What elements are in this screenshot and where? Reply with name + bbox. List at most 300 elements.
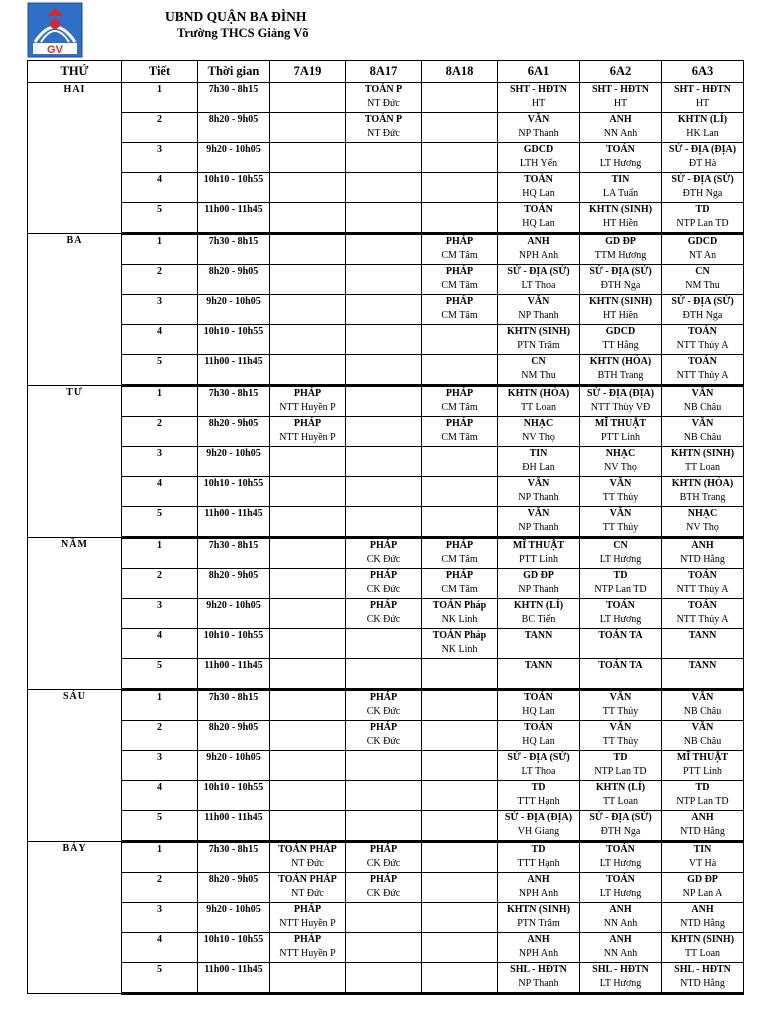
teacher: TTT Hạnh (517, 796, 560, 807)
teacher: HQ Lan (522, 736, 555, 747)
subject: ANH (691, 540, 714, 551)
table-row (28, 113, 744, 143)
teacher: NV Thọ (686, 522, 719, 533)
teacher: NB Châu (683, 736, 722, 747)
teacher: TTT Hạnh (517, 858, 560, 869)
period-time: 10h10 - 10h55 (198, 477, 270, 507)
teacher: CK Đức (366, 858, 401, 869)
subject: TIN (529, 448, 548, 459)
period-number: 5 (122, 203, 198, 234)
subject: KHTN (HÓA) (671, 478, 734, 489)
class-cell (270, 113, 346, 143)
col-header-6a3: 6A3 (662, 61, 744, 83)
teacher: NK Linh (441, 644, 478, 655)
table-row (28, 325, 744, 355)
teacher: BTH Trang (679, 492, 726, 503)
class-cell (498, 721, 580, 751)
teacher: VT Hà (688, 858, 717, 869)
teacher: ĐTH Nga (600, 280, 641, 291)
period-time: 9h20 - 10h05 (198, 143, 270, 173)
subject: PHÁP (369, 722, 398, 733)
col-header-tiet: Tiết (122, 61, 198, 83)
subject: ANH (609, 934, 632, 945)
subject: SỬ - ĐỊA (SỬ) (671, 296, 734, 307)
subject: KHTN (SINH) (588, 204, 653, 215)
class-cell (422, 933, 498, 963)
period-number: 2 (122, 569, 198, 599)
teacher: NB Châu (683, 402, 722, 413)
teacher: NM Thu (685, 280, 720, 291)
teacher: NP Thanh (518, 584, 559, 595)
col-header-8a18: 8A18 (422, 61, 498, 83)
subject: PHÁP (293, 934, 322, 945)
subject: TOÁN (606, 600, 635, 611)
class-cell (662, 507, 744, 538)
subject: CN (531, 356, 546, 367)
teacher: ĐT Hà (688, 158, 717, 169)
class-cell (662, 569, 744, 599)
subject: PHÁP (445, 388, 474, 399)
class-cell (270, 873, 346, 903)
class-cell (346, 173, 422, 203)
period-time: 8h20 - 9h05 (198, 873, 270, 903)
class-cell (662, 113, 744, 143)
subject: MĨ THUẬT (512, 540, 565, 551)
class-cell (270, 355, 346, 386)
class-cell (422, 963, 498, 994)
class-cell (580, 477, 662, 507)
class-cell (498, 203, 580, 234)
period-time: 10h10 - 10h55 (198, 933, 270, 963)
period-number: 1 (122, 83, 198, 113)
class-cell (270, 265, 346, 295)
teacher: PTT Linh (683, 766, 722, 777)
subject: VĂN (527, 114, 550, 125)
teacher: CM Tâm (441, 250, 478, 261)
teacher: NTD Hằng (680, 826, 725, 837)
period-number: 5 (122, 659, 198, 690)
period-number: 5 (122, 355, 198, 386)
class-cell (580, 933, 662, 963)
class-cell (422, 538, 498, 569)
teacher: NK Linh (441, 614, 478, 625)
teacher: TT Thủy (602, 522, 639, 533)
teacher: HT (613, 98, 628, 109)
class-cell (346, 873, 422, 903)
subject: GD ĐP (523, 570, 554, 581)
class-cell (422, 83, 498, 113)
table-row (28, 83, 744, 113)
class-cell (580, 963, 662, 994)
class-cell (662, 781, 744, 811)
period-number: 2 (122, 721, 198, 751)
col-header-thoi-gian: Thời gian (198, 61, 270, 83)
class-cell (270, 325, 346, 355)
teacher: TT Loan (684, 948, 721, 959)
period-number: 3 (122, 295, 198, 325)
day-label: BẢY (28, 842, 122, 994)
subject: TOÁN Pháp (432, 600, 487, 611)
period-number: 3 (122, 751, 198, 781)
class-cell (662, 325, 744, 355)
class-cell (346, 447, 422, 477)
subject: KHTN (SINH) (506, 904, 571, 915)
class-cell (498, 842, 580, 873)
teacher: TT Loan (602, 796, 639, 807)
col-header-8a17: 8A17 (346, 61, 422, 83)
period-time: 8h20 - 9h05 (198, 569, 270, 599)
class-cell (580, 690, 662, 721)
subject: ANH (609, 904, 632, 915)
subject: PHÁP (369, 600, 398, 611)
class-cell (498, 538, 580, 569)
class-cell (346, 781, 422, 811)
teacher: HK Lan (686, 128, 719, 139)
subject: TOÁN (606, 144, 635, 155)
period-time: 9h20 - 10h05 (198, 599, 270, 629)
period-time: 10h10 - 10h55 (198, 629, 270, 659)
class-cell (662, 447, 744, 477)
teacher: TTM Hương (594, 250, 647, 261)
subject: PHÁP (369, 844, 398, 855)
period-number: 4 (122, 933, 198, 963)
class-cell (580, 113, 662, 143)
class-cell (346, 203, 422, 234)
subject: TOÁN P (364, 84, 403, 95)
teacher: NV Thọ (522, 432, 555, 443)
class-cell (662, 143, 744, 173)
class-cell (662, 842, 744, 873)
teacher: LT Hương (599, 978, 642, 989)
class-cell (270, 569, 346, 599)
class-cell (498, 781, 580, 811)
class-cell (580, 751, 662, 781)
class-cell (422, 781, 498, 811)
teacher: NT Đức (291, 858, 324, 869)
class-cell (580, 659, 662, 690)
period-number: 2 (122, 113, 198, 143)
class-cell (346, 842, 422, 873)
subject: SHT - HĐTN (591, 84, 650, 95)
subject: KHTN (SINH) (670, 934, 735, 945)
class-cell (422, 143, 498, 173)
class-cell (422, 477, 498, 507)
period-number: 3 (122, 903, 198, 933)
teacher: NTP Lan TD (676, 218, 729, 229)
teacher: NP Thanh (518, 128, 559, 139)
col-header-thu: THỨ (28, 61, 122, 83)
class-cell (662, 659, 744, 690)
subject: VĂN (691, 692, 714, 703)
subject: PHÁP (369, 874, 398, 885)
teacher: NT An (688, 250, 717, 261)
period-time: 8h20 - 9h05 (198, 721, 270, 751)
period-time: 10h10 - 10h55 (198, 173, 270, 203)
teacher: NTT Huyền P (279, 918, 336, 929)
org-name: UBND QUẬN BA ĐÌNH (165, 9, 307, 24)
subject: KHTN (LÍ) (513, 600, 564, 611)
table-row (28, 355, 744, 386)
subject: SỬ - ĐỊA (SỬ) (589, 266, 652, 277)
class-cell (422, 659, 498, 690)
teacher: LT Hương (599, 554, 642, 565)
class-cell (346, 83, 422, 113)
subject: TOÁN Pháp (432, 630, 487, 641)
period-number: 4 (122, 629, 198, 659)
teacher: NTP Lan TD (594, 584, 647, 595)
period-time: 11h00 - 11h45 (198, 659, 270, 690)
class-cell (498, 325, 580, 355)
subject: PHÁP (445, 236, 474, 247)
teacher: TT Thủy (602, 736, 639, 747)
class-cell (346, 113, 422, 143)
class-cell (498, 417, 580, 447)
subject: TOÁN (524, 692, 553, 703)
table-row (28, 143, 744, 173)
class-cell (346, 903, 422, 933)
teacher: CK Đức (366, 888, 401, 899)
subject: TOÁN PHÁP (278, 874, 337, 885)
teacher: CM Tâm (441, 280, 478, 291)
table-row (28, 265, 744, 295)
class-cell (580, 83, 662, 113)
period-time: 7h30 - 8h15 (198, 386, 270, 417)
table-row (28, 234, 744, 265)
class-cell (422, 234, 498, 265)
class-cell (662, 295, 744, 325)
class-cell (580, 265, 662, 295)
teacher: CK Đức (366, 584, 401, 595)
teacher: ĐTH Nga (682, 310, 723, 321)
subject: NHẠC (687, 508, 718, 519)
teacher: TT Loan (520, 402, 557, 413)
period-number: 5 (122, 507, 198, 538)
class-cell (346, 477, 422, 507)
class-cell (498, 295, 580, 325)
teacher: TT Thủy (602, 492, 639, 503)
class-cell (346, 963, 422, 994)
class-cell (422, 569, 498, 599)
period-number: 1 (122, 690, 198, 721)
period-number: 4 (122, 477, 198, 507)
subject: NHẠC (523, 418, 554, 429)
teacher: BTH Trang (597, 370, 644, 381)
subject: ANH (527, 934, 550, 945)
period-number: 4 (122, 173, 198, 203)
teacher: NM Thu (521, 370, 556, 381)
class-cell (346, 721, 422, 751)
class-cell (422, 811, 498, 842)
class-cell (662, 203, 744, 234)
teacher: NP Thanh (518, 522, 559, 533)
class-cell (346, 933, 422, 963)
class-cell (422, 599, 498, 629)
subject: TANN (688, 630, 717, 641)
subject: VĂN (691, 388, 714, 399)
subject: TOÁN (524, 204, 553, 215)
subject: PHÁP (445, 296, 474, 307)
subject: KHTN (SINH) (506, 326, 571, 337)
class-cell (662, 721, 744, 751)
subject: PHÁP (369, 692, 398, 703)
period-time: 11h00 - 11h45 (198, 811, 270, 842)
teacher: NTT Thùy VĐ (590, 402, 651, 413)
period-time: 11h00 - 11h45 (198, 355, 270, 386)
class-cell (498, 873, 580, 903)
subject: VĂN (691, 722, 714, 733)
subject: GDCD (523, 144, 554, 155)
period-time: 7h30 - 8h15 (198, 83, 270, 113)
page-header (0, 0, 768, 60)
period-time: 9h20 - 10h05 (198, 447, 270, 477)
class-cell (498, 629, 580, 659)
teacher: NN Anh (603, 128, 638, 139)
subject: TANN (524, 660, 553, 671)
teacher: NN Anh (603, 918, 638, 929)
class-cell (346, 599, 422, 629)
teacher: NV Thọ (604, 462, 637, 473)
teacher: NTT Thủy A (676, 614, 729, 625)
subject: TD (613, 570, 628, 581)
teacher: NTT Thủy A (676, 370, 729, 381)
class-cell (498, 447, 580, 477)
class-cell (580, 386, 662, 417)
period-time: 11h00 - 11h45 (198, 963, 270, 994)
table-row (28, 295, 744, 325)
class-cell (662, 265, 744, 295)
subject: PHÁP (293, 418, 322, 429)
subject: ANH (527, 236, 550, 247)
table-row (28, 599, 744, 629)
class-cell (580, 295, 662, 325)
class-cell (346, 507, 422, 538)
class-cell (498, 599, 580, 629)
subject: ANH (691, 812, 714, 823)
class-cell (270, 751, 346, 781)
class-cell (346, 538, 422, 569)
subject: TOÁN PHÁP (278, 844, 337, 855)
class-cell (422, 173, 498, 203)
subject: TOÁN (688, 600, 717, 611)
class-cell (498, 751, 580, 781)
class-cell (662, 417, 744, 447)
class-cell (422, 265, 498, 295)
table-row (28, 507, 744, 538)
class-cell (662, 811, 744, 842)
class-cell (580, 599, 662, 629)
subject: PHÁP (293, 388, 322, 399)
class-cell (498, 83, 580, 113)
subject: TD (695, 204, 710, 215)
class-cell (580, 842, 662, 873)
subject: KHTN (SINH) (670, 448, 735, 459)
subject: VĂN (609, 508, 632, 519)
subject: TOÁN (688, 326, 717, 337)
teacher: NPH Anh (518, 888, 559, 899)
period-number: 2 (122, 265, 198, 295)
subject: CN (613, 540, 628, 551)
table-row (28, 751, 744, 781)
subject: TD (531, 782, 546, 793)
class-cell (270, 599, 346, 629)
subject: PHÁP (445, 540, 474, 551)
teacher: TT Loan (684, 462, 721, 473)
class-cell (270, 203, 346, 234)
logo-text: GV (47, 44, 63, 56)
class-cell (662, 690, 744, 721)
period-time: 7h30 - 8h15 (198, 690, 270, 721)
subject: ANH (609, 114, 632, 125)
class-cell (346, 234, 422, 265)
period-number: 1 (122, 386, 198, 417)
teacher: LT Thoa (521, 280, 556, 291)
class-cell (270, 447, 346, 477)
table-row (28, 569, 744, 599)
teacher: NTP Lan TD (676, 796, 729, 807)
class-cell (580, 903, 662, 933)
class-cell (422, 507, 498, 538)
period-time: 9h20 - 10h05 (198, 751, 270, 781)
subject: VĂN (691, 418, 714, 429)
class-cell (346, 811, 422, 842)
teacher: PTT Linh (601, 432, 640, 443)
class-cell (270, 842, 346, 873)
teacher: HQ Lan (522, 706, 555, 717)
subject: TOÁN (688, 570, 717, 581)
period-number: 5 (122, 963, 198, 994)
class-cell (662, 751, 744, 781)
class-cell (498, 659, 580, 690)
class-cell (270, 538, 346, 569)
teacher: NP Thanh (518, 310, 559, 321)
teacher: LT Thoa (521, 766, 556, 777)
teacher: NTT Thủy A (676, 584, 729, 595)
class-cell (422, 629, 498, 659)
subject: VĂN (527, 296, 550, 307)
class-cell (580, 781, 662, 811)
class-cell (346, 629, 422, 659)
class-cell (422, 721, 498, 751)
class-cell (498, 386, 580, 417)
class-cell (498, 903, 580, 933)
teacher: CM Tâm (441, 402, 478, 413)
class-cell (422, 325, 498, 355)
teacher: LT Hương (599, 858, 642, 869)
class-cell (270, 417, 346, 447)
class-cell (422, 417, 498, 447)
period-number: 1 (122, 538, 198, 569)
teacher: NTT Huyền P (279, 948, 336, 959)
subject: KHTN (LÍ) (595, 782, 646, 793)
col-header-7a19: 7A19 (270, 61, 346, 83)
class-cell (498, 173, 580, 203)
subject: TOÁN TA (598, 630, 643, 641)
class-cell (422, 386, 498, 417)
class-cell (580, 811, 662, 842)
teacher: NTT Thủy A (676, 340, 729, 351)
class-cell (270, 386, 346, 417)
class-cell (270, 629, 346, 659)
period-number: 1 (122, 842, 198, 873)
teacher: NB Châu (683, 706, 722, 717)
table-row (28, 659, 744, 690)
table-row (28, 386, 744, 417)
header-row (28, 61, 744, 83)
class-cell (580, 629, 662, 659)
class-cell (662, 173, 744, 203)
period-time: 7h30 - 8h15 (198, 234, 270, 265)
class-cell (580, 447, 662, 477)
